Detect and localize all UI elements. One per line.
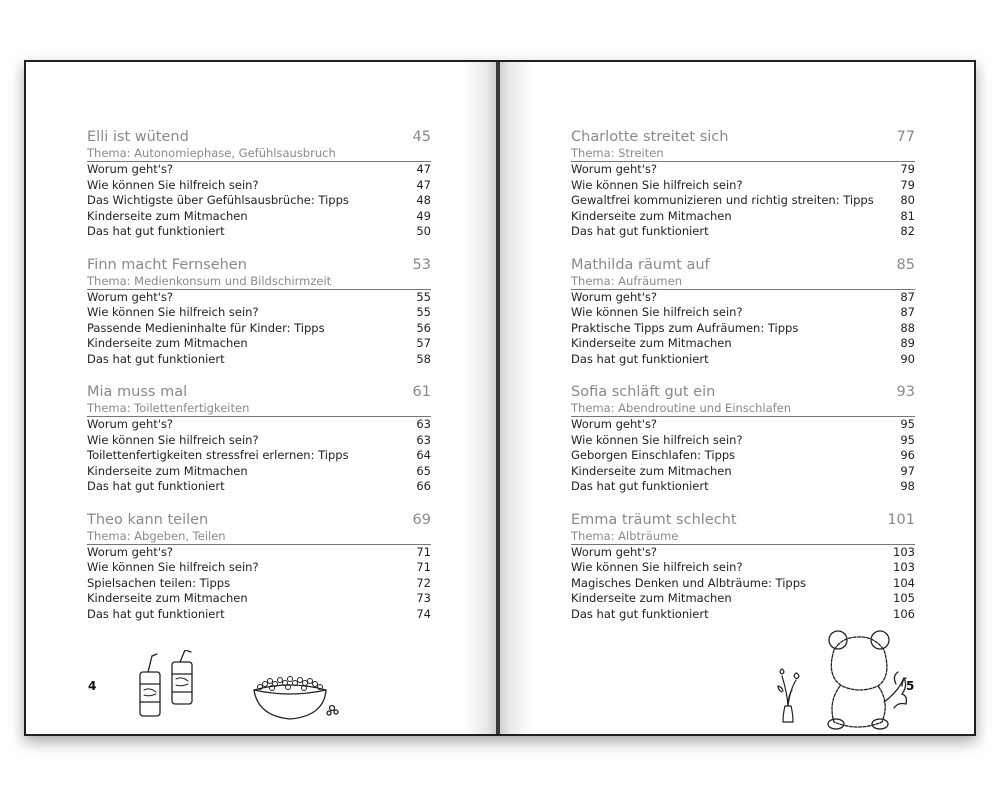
- toc-chapter-elli-ist-wutend: [87, 128, 431, 240]
- right-page-number: 5: [906, 679, 915, 693]
- toc-entry: [571, 607, 915, 623]
- toc-entry-page: 47: [416, 162, 431, 176]
- toc-entry-label: Kinderseite zum Mitmachen: [87, 591, 248, 605]
- toc-entry-label: Wie können Sie hilfreich sein?: [87, 305, 259, 319]
- chapter-heading: [571, 128, 915, 146]
- toc-chapter-mia-muss-mal: [87, 383, 431, 495]
- chapter-page-number: 61: [412, 384, 431, 400]
- teddy-bear-icon: [818, 628, 914, 732]
- toc-entry-label: Kinderseite zum Mitmachen: [571, 336, 732, 350]
- chapter-theme: Thema: Streiten: [571, 146, 915, 162]
- toc-entry-label: Das hat gut funktioniert: [87, 224, 225, 238]
- chapter-theme: Thema: Albträume: [571, 529, 915, 545]
- toc-entry-page: 55: [416, 305, 431, 319]
- toc-entry-page: 48: [416, 193, 431, 207]
- chapter-theme: Thema: Toilettenfertigkeiten: [87, 401, 431, 417]
- toc-entry-page: 50: [416, 224, 431, 238]
- toc-chapter-sofia-schlaft-gut-ein: [571, 383, 915, 495]
- toc-entry-label: Passende Medieninhalte für Kinder: Tipps: [87, 320, 325, 335]
- toc-entry-label: Kinderseite zum Mitmachen: [571, 208, 732, 223]
- toc-entry: [571, 479, 915, 495]
- chapter-page-number: 93: [896, 384, 915, 400]
- toc-entry: [571, 162, 915, 178]
- toc-entry-page: 65: [416, 463, 431, 478]
- toc-entry-label: Worum geht's?: [571, 417, 658, 431]
- chapter-heading: [571, 256, 915, 274]
- toc-entry-page: 104: [893, 575, 915, 590]
- toc-entry: [87, 417, 431, 433]
- toc-entry-page: 73: [416, 591, 431, 605]
- toc-entry: [571, 305, 915, 321]
- toc-entry: [87, 224, 431, 240]
- chapter-page-number: 53: [412, 256, 431, 273]
- toc-entry: [571, 433, 915, 449]
- toc-entry-label: Wie können Sie hilfreich sein?: [571, 177, 743, 192]
- toc-entry-page: 49: [416, 208, 431, 223]
- flower-vase-icon: [774, 662, 804, 726]
- toc-entry: [571, 545, 915, 561]
- chapter-title: Charlotte streitet sich: [571, 129, 729, 145]
- toc-entry: [87, 290, 431, 306]
- chapter-page-number: 77: [896, 129, 915, 145]
- toc-entry: [87, 433, 431, 449]
- toc-entry: [571, 209, 915, 225]
- chapter-title: Elli ist wütend: [87, 129, 189, 145]
- toc-entry-label: Kinderseite zum Mitmachen: [87, 208, 248, 223]
- toc-entry-label: Praktische Tipps zum Aufräumen: Tipps: [571, 320, 799, 335]
- toc-entry-page: 89: [900, 336, 915, 350]
- toc-entry-page: 56: [416, 320, 431, 335]
- toc-entry: [87, 305, 431, 321]
- toc-entry-label: Worum geht's?: [87, 417, 174, 431]
- chapter-title: Finn macht Fernsehen: [87, 256, 247, 273]
- toc-entry-page: 82: [900, 224, 915, 238]
- chapter-heading: [571, 511, 915, 529]
- toc-entry-label: Kinderseite zum Mitmachen: [87, 463, 248, 478]
- toc-chapter-charlotte-streitet-sich: [571, 128, 915, 240]
- toc-entry-label: Kinderseite zum Mitmachen: [87, 336, 248, 350]
- toc-entry-label: Das hat gut funktioniert: [571, 224, 709, 238]
- chapter-heading: [87, 256, 431, 274]
- toc-entry: [87, 209, 431, 225]
- toc-entry-page: 66: [416, 479, 431, 493]
- toc-entry-page: 63: [416, 432, 431, 447]
- toc-entry-label: Kinderseite zum Mitmachen: [571, 591, 732, 605]
- toc-entry-page: 97: [900, 463, 915, 478]
- toc-entry: [87, 464, 431, 480]
- toc-entry: [571, 290, 915, 306]
- toc-entry-label: Geborgen Einschlafen: Tipps: [571, 448, 736, 462]
- toc-entry-label: Worum geht's?: [87, 544, 174, 559]
- toc-entry-page: 81: [900, 208, 915, 223]
- chapter-theme: Thema: Aufräumen: [571, 274, 915, 290]
- toc-entry-page: 87: [900, 289, 915, 304]
- toc-entry-label: Worum geht's?: [571, 162, 658, 176]
- toc-entry: [87, 193, 431, 209]
- toc-entry: [87, 352, 431, 368]
- toc-entry-page: 96: [900, 448, 915, 462]
- chapter-title: Mathilda räumt auf: [571, 256, 710, 273]
- toc-entry: [87, 178, 431, 194]
- toc-entry-page: 98: [900, 479, 915, 493]
- toc-entry-label: Wie können Sie hilfreich sein?: [87, 560, 259, 574]
- toc-entry-label: Das hat gut funktioniert: [87, 351, 225, 366]
- toc-entry-page: 95: [900, 417, 915, 431]
- drink-cups-icon: [134, 650, 204, 720]
- left-page-number: 4: [88, 679, 97, 693]
- chapter-heading: [87, 128, 431, 146]
- toc-entry-label: Das hat gut funktioniert: [87, 606, 225, 621]
- right-toc: [571, 128, 915, 638]
- popcorn-bowl-icon: [250, 670, 340, 722]
- chapter-theme: Thema: Abgeben, Teilen: [87, 529, 431, 545]
- toc-entry-page: 55: [416, 289, 431, 304]
- toc-entry-label: Wie können Sie hilfreich sein?: [571, 305, 743, 319]
- chapter-title: Emma träumt schlecht: [571, 511, 737, 528]
- toc-entry-label: Worum geht's?: [571, 289, 658, 304]
- toc-entry-label: Wie können Sie hilfreich sein?: [87, 432, 259, 447]
- toc-entry-page: 79: [900, 177, 915, 192]
- toc-entry-label: Das hat gut funktioniert: [87, 479, 225, 493]
- toc-entry: [571, 576, 915, 592]
- toc-entry-page: 103: [893, 544, 915, 559]
- chapter-theme: Thema: Medienkonsum und Bildschirmzeit: [87, 274, 431, 290]
- toc-entry-page: 71: [416, 560, 431, 574]
- toc-entry-page: 79: [900, 162, 915, 176]
- toc-entry: [87, 162, 431, 178]
- toc-entry-page: 105: [893, 591, 915, 605]
- chapter-heading: [87, 511, 431, 529]
- toc-entry: [571, 591, 915, 607]
- right-page: [500, 62, 974, 734]
- toc-entry-label: Wie können Sie hilfreich sein?: [87, 177, 259, 192]
- toc-entry-page: 80: [900, 193, 915, 207]
- toc-entry: [571, 560, 915, 576]
- toc-entry-page: 57: [416, 336, 431, 350]
- toc-entry-label: Gewaltfrei kommunizieren und richtig streiten: Tipps: [571, 193, 874, 207]
- toc-entry-label: Das hat gut funktioniert: [571, 351, 709, 366]
- chapter-heading: [87, 383, 431, 401]
- toc-entry: [87, 576, 431, 592]
- chapter-page-number: 101: [887, 511, 915, 528]
- toc-chapter-emma-traumt-schlecht: [571, 511, 915, 623]
- toc-entry-page: 71: [416, 544, 431, 559]
- toc-entry: [571, 178, 915, 194]
- toc-entry-label: Spielsachen teilen: Tipps: [87, 575, 231, 590]
- toc-entry: [571, 448, 915, 464]
- toc-entry: [571, 336, 915, 352]
- toc-chapter-theo-kann-teilen: [87, 511, 431, 623]
- toc-entry-label: Worum geht's?: [571, 544, 658, 559]
- toc-entry: [571, 352, 915, 368]
- chapter-page-number: 85: [896, 256, 915, 273]
- toc-entry: [87, 479, 431, 495]
- chapter-title: Theo kann teilen: [87, 511, 209, 528]
- toc-entry-page: 90: [900, 351, 915, 366]
- toc-entry: [87, 607, 431, 623]
- toc-entry: [571, 464, 915, 480]
- chapter-title: Mia muss mal: [87, 384, 188, 400]
- toc-entry: [571, 193, 915, 209]
- toc-entry-label: Worum geht's?: [87, 289, 174, 304]
- toc-entry: [87, 545, 431, 561]
- toc-entry: [571, 321, 915, 337]
- toc-entry-page: 74: [416, 606, 431, 621]
- toc-entry: [571, 417, 915, 433]
- chapter-page-number: 69: [412, 511, 431, 528]
- chapter-page-number: 45: [412, 129, 431, 145]
- toc-entry: [87, 321, 431, 337]
- toc-entry: [87, 560, 431, 576]
- toc-entry-page: 63: [416, 417, 431, 431]
- toc-entry: [571, 224, 915, 240]
- toc-entry-label: Kinderseite zum Mitmachen: [571, 463, 732, 478]
- toc-entry-label: Worum geht's?: [87, 162, 174, 176]
- toc-entry-page: 88: [900, 320, 915, 335]
- toc-chapter-mathilda-raumt-auf: [571, 256, 915, 368]
- left-page: [26, 62, 496, 734]
- toc-entry-page: 103: [893, 560, 915, 574]
- toc-entry-page: 106: [893, 606, 915, 621]
- toc-entry-label: Das hat gut funktioniert: [571, 606, 709, 621]
- toc-entry-label: Wie können Sie hilfreich sein?: [571, 560, 743, 574]
- toc-entry-label: Wie können Sie hilfreich sein?: [571, 432, 743, 447]
- toc-entry-page: 47: [416, 177, 431, 192]
- toc-entry-page: 64: [416, 448, 431, 462]
- toc-entry-page: 58: [416, 351, 431, 366]
- toc-entry-page: 87: [900, 305, 915, 319]
- toc-chapter-finn-macht-fernsehen: [87, 256, 431, 368]
- toc-entry-label: Das hat gut funktioniert: [571, 479, 709, 493]
- toc-entry: [87, 448, 431, 464]
- left-toc: [87, 128, 431, 638]
- toc-entry-page: 95: [900, 432, 915, 447]
- toc-entry: [87, 591, 431, 607]
- toc-entry-label: Magisches Denken und Albträume: Tipps: [571, 575, 807, 590]
- toc-entry: [87, 336, 431, 352]
- toc-entry-label: Das Wichtigste über Gefühlsausbrüche: Tipps: [87, 193, 349, 207]
- chapter-title: Sofia schläft gut ein: [571, 384, 716, 400]
- open-book: [24, 60, 976, 736]
- chapter-theme: Thema: Autonomiephase, Gefühlsausbruch: [87, 146, 431, 162]
- toc-entry-label: Toilettenfertigkeiten stressfrei erlernen: Tipps: [87, 448, 349, 462]
- chapter-theme: Thema: Abendroutine und Einschlafen: [571, 401, 915, 417]
- chapter-heading: [571, 383, 915, 401]
- toc-entry-page: 72: [416, 575, 431, 590]
